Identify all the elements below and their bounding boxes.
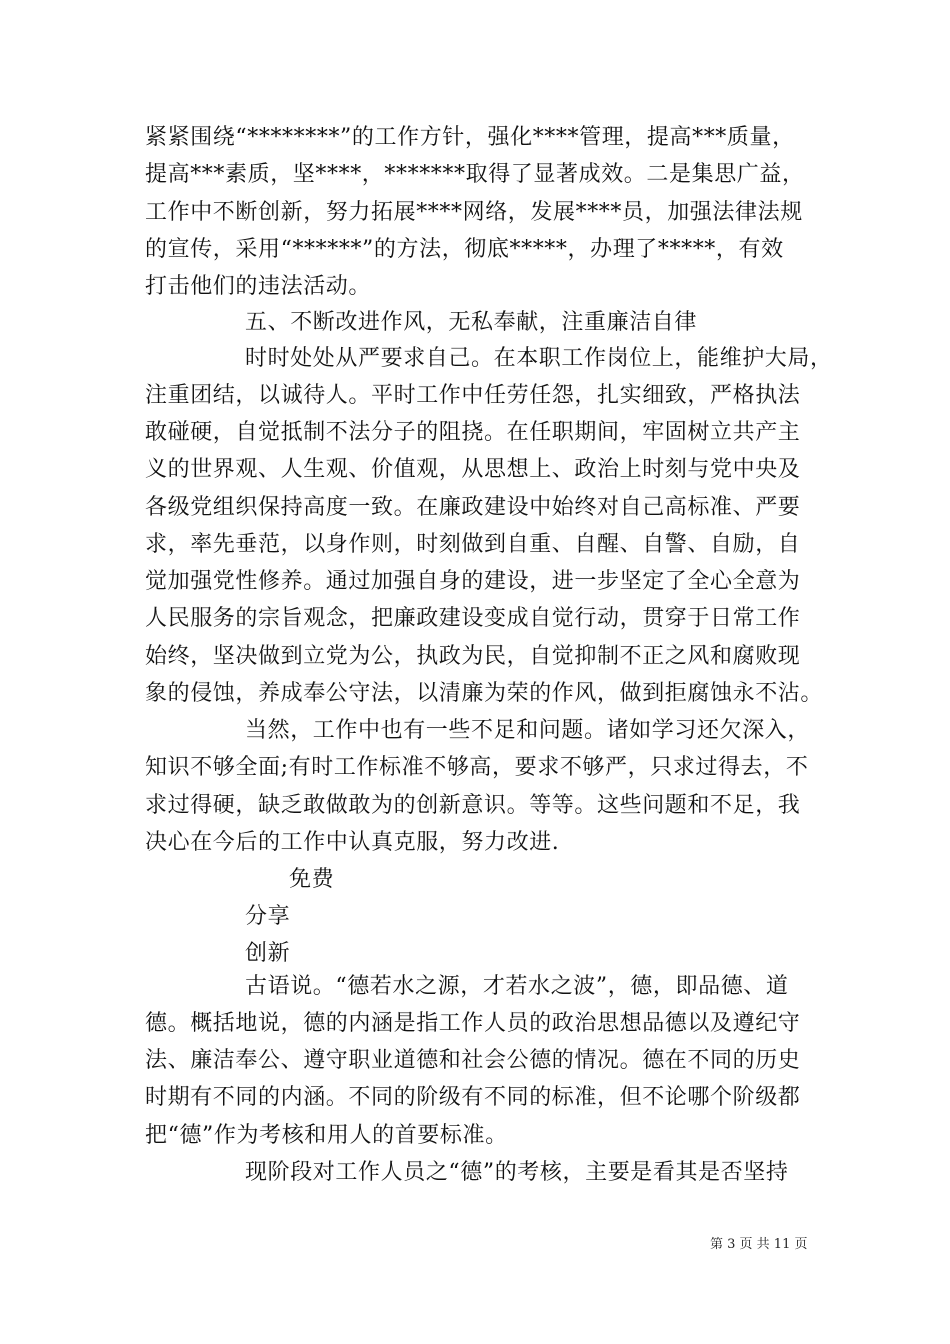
text-line: 象的侵蚀，养成奉公守法，以清廉为荣的作风，做到拒腐蚀永不沾。 xyxy=(145,681,824,706)
page-number-footer: 第 3 页 共 11 页 xyxy=(710,1237,808,1252)
short-line: 免费 xyxy=(289,867,335,892)
text-line: 各级党组织保持高度一致。在廉政建设中始终对自己高标准、严要 xyxy=(145,495,801,520)
text-line: 把“德”作为考核和用人的首要标准。 xyxy=(145,1123,508,1148)
text-line: 打击他们的违法活动。 xyxy=(145,274,372,299)
text-line: 提高***素质，坚****，*******取得了显著成效。二是集思广益， xyxy=(145,162,805,187)
text-line: 德。概括地说，德的内涵是指工作人员的政治思想品德以及遵纪守 xyxy=(145,1011,801,1036)
text-line: 敢碰硬，自觉抵制不法分子的阻挠。在任职期间，牢固树立共产主 xyxy=(145,420,801,445)
text-line: 法、廉洁奉公、遵守职业道德和社会公德的情况。德在不同的历史 xyxy=(145,1048,801,1073)
text-line: 的宣传，采用“******”的方法，彻底*****，办理了*****，有效 xyxy=(145,237,784,262)
section-heading: 五、不断改进作风，无私奉献，注重廉洁自律 xyxy=(245,310,698,335)
text-line: 觉加强党性修养。通过加强自身的建设，进一步坚定了全心全意为 xyxy=(145,569,801,594)
short-line: 分享 xyxy=(245,904,291,929)
text-line: 工作中不断创新，努力拓展****网络，发展****员，加强法律法规 xyxy=(145,200,803,225)
text-line: 紧紧围绕“********”的工作方针，强化****管理，提高***质量， xyxy=(145,125,795,150)
text-line: 决心在今后的工作中认真克服，努力改进. xyxy=(145,830,560,855)
text-line: 时期有不同的内涵。不同的阶级有不同的标准，但不论哪个阶级都 xyxy=(145,1085,801,1110)
text-line: 注重团结，以诚待人。平时工作中任劳任怨，扎实细致，严格执法 xyxy=(145,383,801,408)
text-line: 人民服务的宗旨观念，把廉政建设变成自觉行动，贯穿于日常工作 xyxy=(145,606,801,631)
text-line: 知识不够全面;有时工作标准不够高，要求不够严，只求过得去，不 xyxy=(145,755,809,780)
paragraph-first-line: 时时处处从严要求自己。在本职工作岗位上，能维护大局， xyxy=(245,346,833,371)
text-line: 求过得硬，缺乏敢做敢为的创新意识。等等。这些问题和不足，我 xyxy=(145,793,801,818)
paragraph-first-line: 当然，工作中也有一些不足和问题。诸如学习还欠深入， xyxy=(245,718,811,743)
text-line: 求，率先垂范，以身作则，时刻做到自重、自醒、自警、自励，自 xyxy=(145,532,801,557)
text-line: 始终，坚决做到立党为公，执政为民，自觉抑制不正之风和腐败现 xyxy=(145,644,801,669)
short-line: 创新 xyxy=(245,941,291,966)
paragraph-first-line: 现阶段对工作人员之“德”的考核，主要是看其是否坚持 xyxy=(245,1160,789,1185)
text-line: 义的世界观、人生观、价值观，从思想上、政治上时刻与党中央及 xyxy=(145,457,801,482)
paragraph-first-line: 古语说。“德若水之源，才若水之波”，德，即品德、道 xyxy=(245,974,789,999)
